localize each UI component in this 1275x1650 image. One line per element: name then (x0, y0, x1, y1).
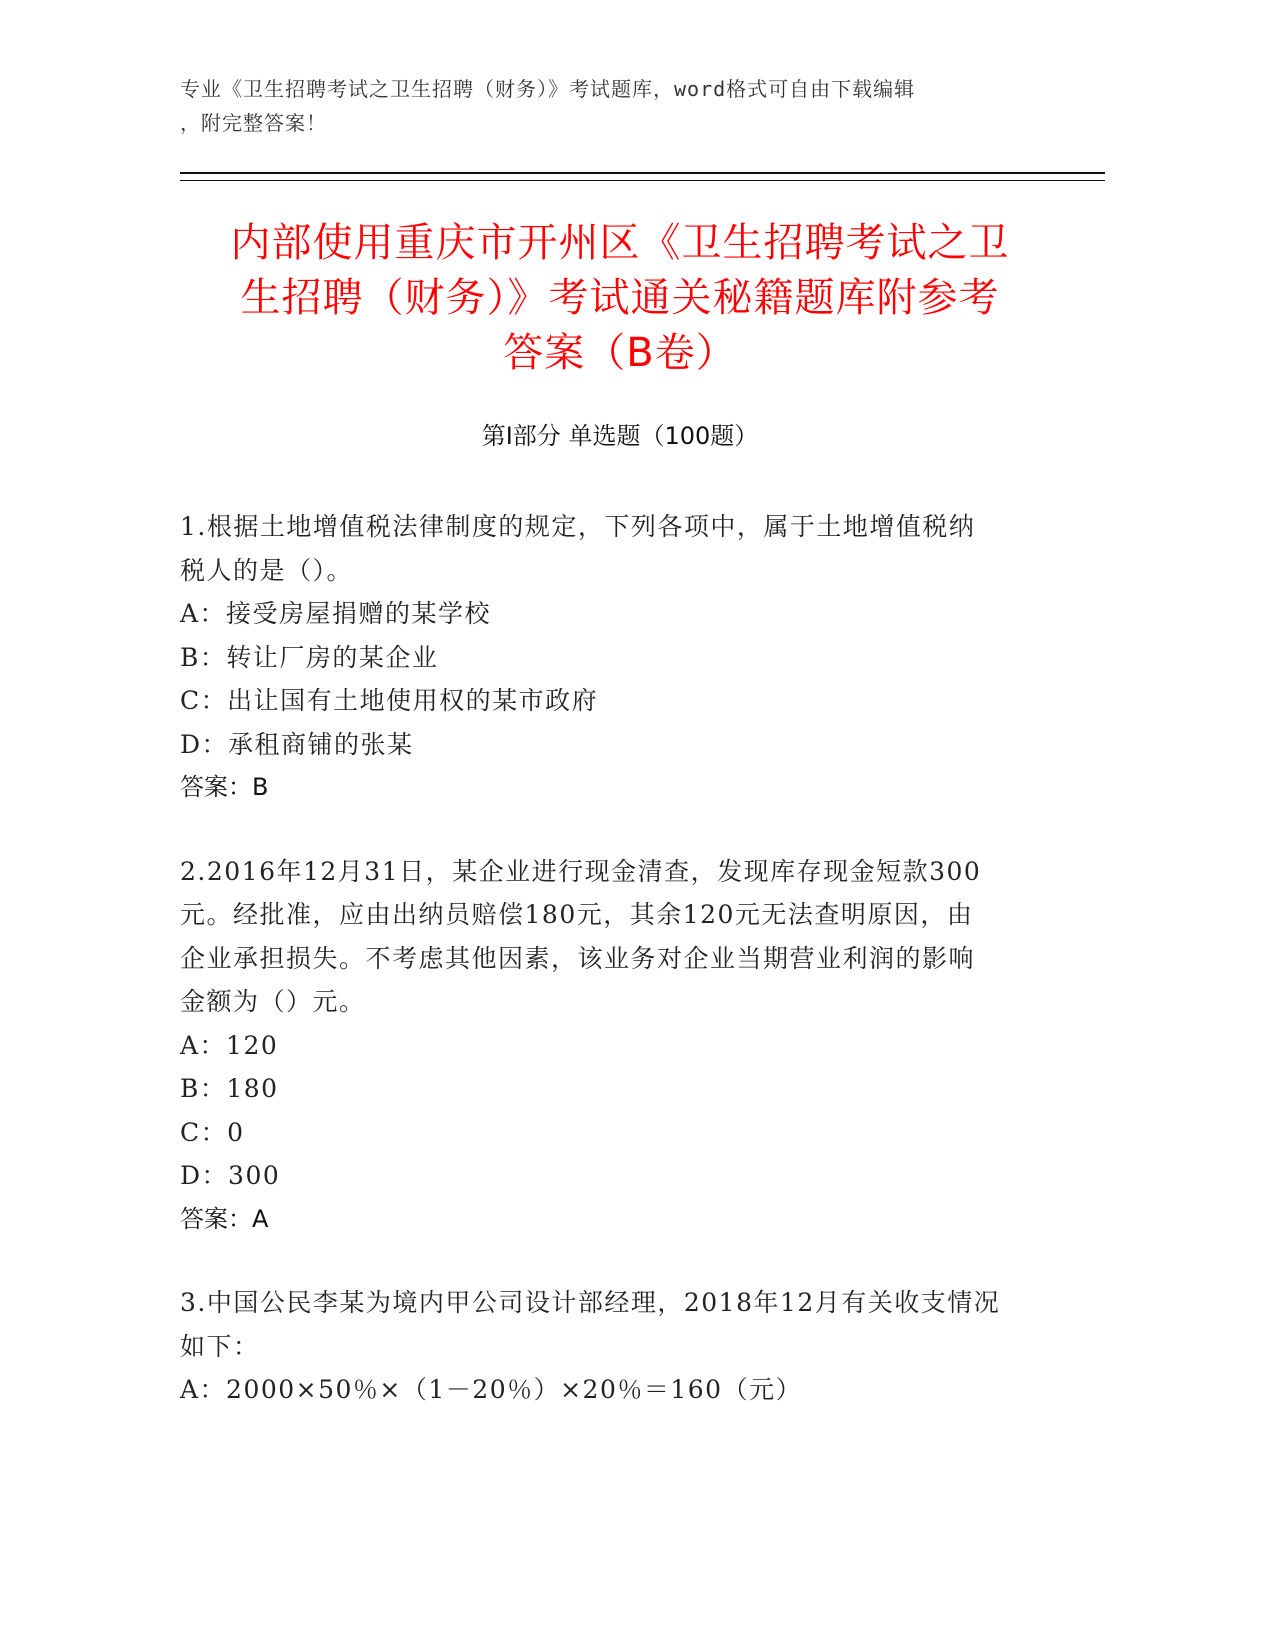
question-stem-line: 金额为（）元。 (180, 987, 366, 1016)
option-b: B：180 (180, 1074, 279, 1103)
option-d: D：300 (180, 1161, 281, 1190)
question-stem-line: 3.中国公民李某为境内甲公司设计部经理，2018年12月有关收支情况 (180, 1288, 1001, 1317)
option-a: A：120 (180, 1030, 279, 1060)
option-d: D：承租商铺的张某 (180, 729, 414, 759)
title-line-2: 生招聘（财务）》考试通关秘籍题库附参考 (240, 275, 1000, 321)
question-stem-line: 2.2016年12月31日，某企业进行现金清查，发现库存现金短款300 (180, 856, 982, 886)
answer-line: 答案：B (180, 773, 269, 801)
header-divider-thick (180, 172, 1105, 174)
title-line-1: 内部使用重庆市开州区《卫生招聘考试之卫 (230, 220, 1010, 266)
question-stem-line: 税人的是（）。 (180, 555, 354, 585)
header-line-1: 专业《卫生招聘考试之卫生招聘（财务）》考试题库，word格式可自由下载编辑 (180, 77, 916, 101)
section-heading: 第I部分 单选题（100题） (481, 422, 759, 450)
question-2 (180, 850, 1060, 1242)
header-line-2: ，附完整答案！ (180, 111, 327, 135)
option-a: A：2000×50％×（1－20％）×20％＝160（元） (180, 1375, 803, 1404)
question-list (180, 505, 1060, 1452)
document-title (180, 216, 1060, 381)
question-stem-line: 1.根据土地增值税法律制度的规定，下列各项中，属于土地增值税纳 (180, 512, 976, 541)
option-b: B：转让厂房的某企业 (180, 642, 439, 672)
option-a: A：接受房屋捐赠的某学校 (180, 599, 492, 628)
header-divider-thin (180, 180, 1105, 181)
question-stem-line: 元。经批准，应由出纳员赔偿180元，其余120元无法查明原因，由 (180, 900, 974, 929)
answer-line: 答案：A (180, 1204, 269, 1233)
page-header (180, 72, 1060, 140)
option-c: C：0 (180, 1117, 245, 1147)
question-stem-line: 如下： (180, 1331, 260, 1361)
question-1 (180, 505, 1060, 810)
question-3 (180, 1281, 1060, 1412)
question-stem-line: 企业承担损失。不考虑其他因素，该业务对企业当期营业利润的影响 (180, 943, 976, 973)
title-line-3: 答案（B卷） (503, 330, 737, 376)
option-c: C：出让国有土地使用权的某市政府 (180, 686, 599, 715)
